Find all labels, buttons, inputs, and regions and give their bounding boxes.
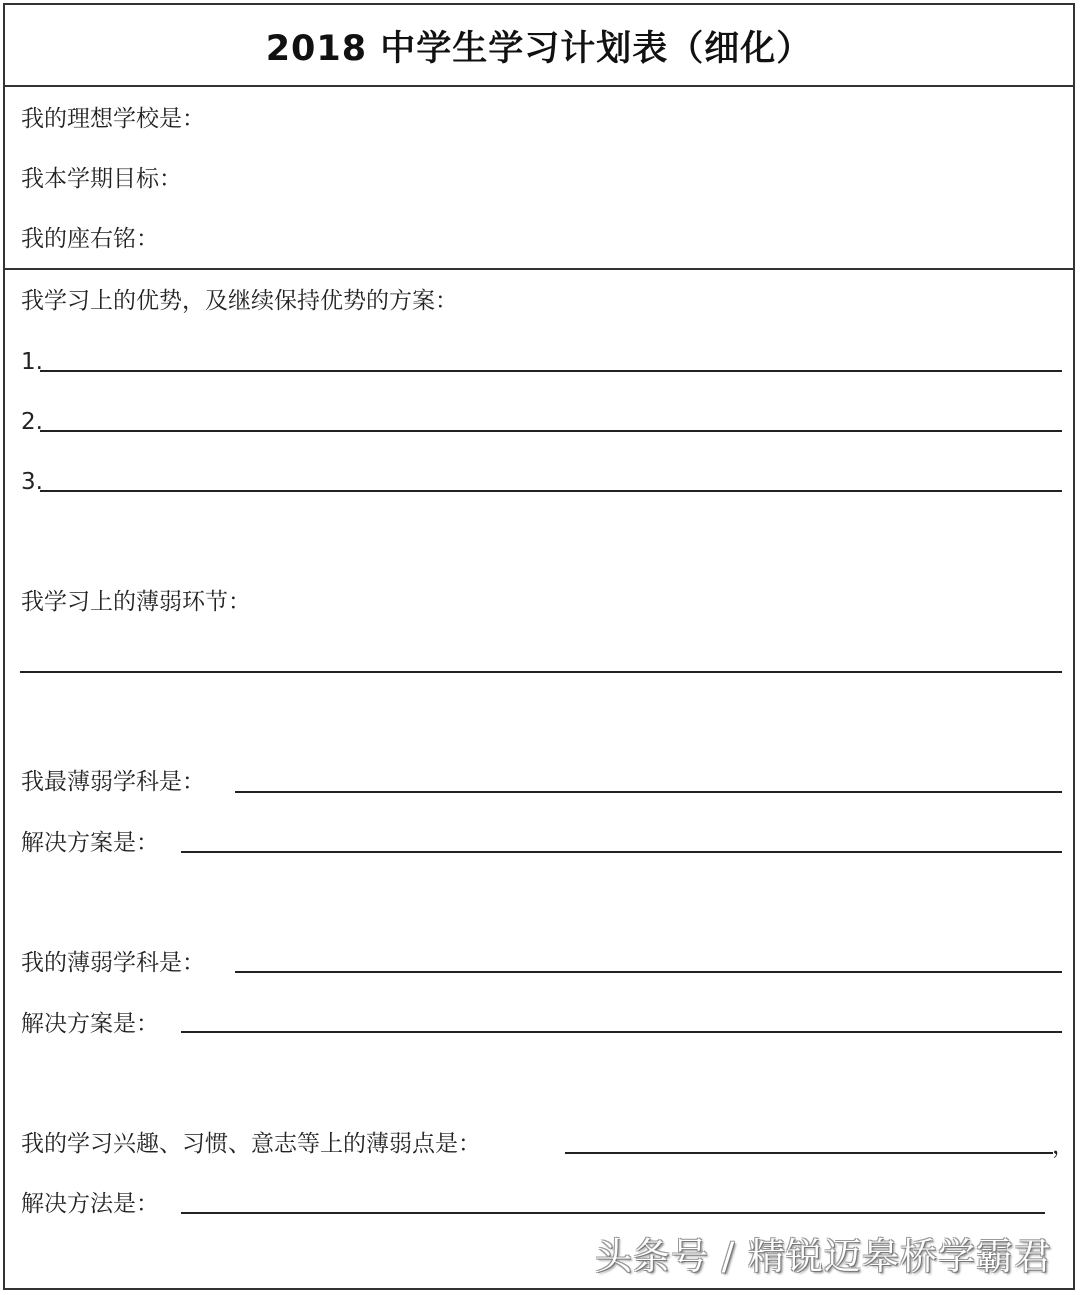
habits-solution-label: 解决方法是： [21, 1191, 159, 1217]
weak-subject-label: 我的薄弱学科是： [21, 950, 205, 976]
strengths-heading: 我学习上的优势，及继续保持优势的方案： [21, 288, 458, 314]
ideal-school-label: 我的理想学校是： [21, 106, 205, 132]
strength-item-number: 2. [21, 409, 43, 435]
weak-solution-blank[interactable] [181, 1031, 1062, 1033]
divider [5, 85, 1073, 87]
strength-item-1-blank[interactable] [40, 370, 1062, 372]
weakest-solution-label: 解决方案是： [21, 830, 159, 856]
habits-solution-blank[interactable] [181, 1212, 1045, 1214]
habits-label: 我的学习兴趣、习惯、意志等上的薄弱点是： [21, 1131, 481, 1157]
habits-blank[interactable] [565, 1152, 1053, 1154]
weak-subject-blank[interactable] [235, 971, 1062, 973]
document-title: 2018 中学生学习计划表（细化） [265, 29, 813, 69]
worksheet-frame [3, 3, 1075, 1290]
motto-label: 我的座右铭： [21, 226, 159, 252]
weakest-subject-label: 我最薄弱学科是： [21, 769, 205, 795]
strength-item-2-blank[interactable] [40, 430, 1062, 432]
weakest-solution-blank[interactable] [181, 851, 1062, 853]
habits-trailing-comma: ， [1052, 1133, 1075, 1159]
strength-item-number: 3. [21, 469, 43, 495]
weak-links-heading: 我学习上的薄弱环节： [21, 589, 251, 615]
divider [5, 268, 1073, 270]
weak-solution-label: 解决方案是： [21, 1011, 159, 1037]
semester-goal-label: 我本学期目标： [21, 166, 182, 192]
weakest-subject-blank[interactable] [235, 791, 1062, 793]
watermark: 头条号 / 精锐迈皋桥学霸君 [595, 1235, 1052, 1278]
strength-item-3-blank[interactable] [40, 490, 1062, 492]
strength-item-number: 1. [21, 349, 43, 375]
weak-links-blank[interactable] [20, 671, 1062, 673]
